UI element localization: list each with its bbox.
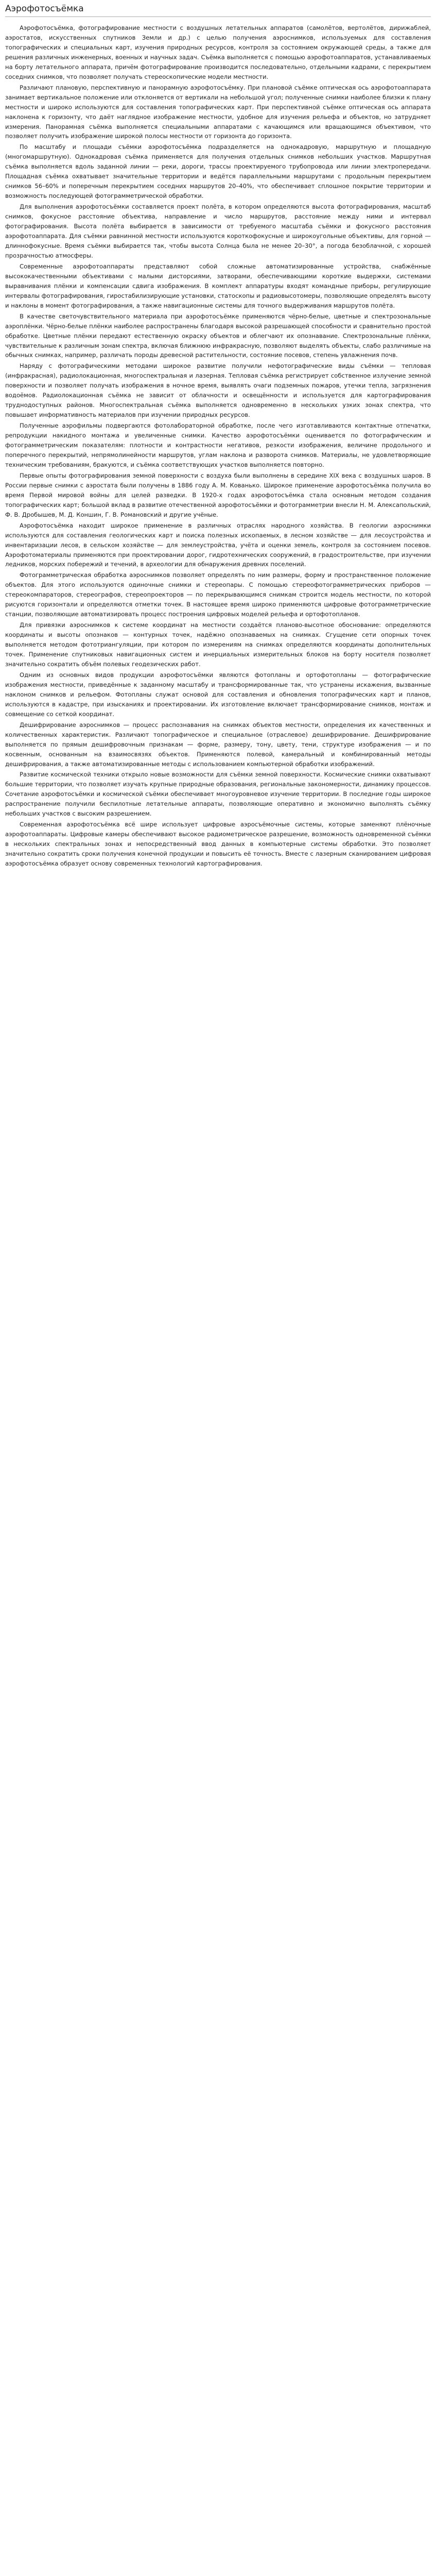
paragraph: Различают плановую, перспективную и панорамную аэрофотосъёмку. При плановой съёмке оптическая ось аэрофотоаппарата занимает вертикальное положение или отклоняется от вертикали на небольшой угол; полученные снимки наиболее близки к плану местности и широко используются для составления топографических карт. При перспективной съёмке оптическая ось аппарата наклонена к горизонту, что даёт наглядное изображение местности, удобное для изучения рельефа и объектов, но затрудняет измерения. Панорамная съёмка выполняется специальными аппаратами с качающимся или вращающимся объективом, что позволяет получить изображение широкой полосы местности от горизонта до горизонта. bbox=[5, 83, 431, 140]
article-body bbox=[5, 23, 431, 869]
paragraph: Современные аэрофотоаппараты представляют собой сложные автоматизированные устройства, снабжённые высококачественными объективами с малыми дисторсиями, затворами, обеспечивающими короткие выдержки, системами выравнивания плёнки и компенсации сдвига изображения. В комплект аппаратуры входят командные приборы, регулирующие интервалы фотографирования, гиростабилизирующие установки, статоскопы и радиовысотомеры, позволяющие определять высоту и наклоны в момент фотографирования, а также навигационные системы для точного выдерживания маршрутов полёта. bbox=[5, 262, 431, 309]
paragraph: Для выполнения аэрофотосъёмки составляется проект полёта, в котором определяются высота фотографирования, масштаб снимков, фокусное расстояние объектива, направление и число маршрутов, расстояние между ними и интервал фотографирования. Высота полёта выбирается в зависимости от требуемого масштаба съёмки и фокусного расстояния аэрофотоаппарата. Для съёмки равнинной местности используются короткофокусные и широкоугольные объективы, для горной — длиннофокусные. Время съёмки выбирается так, чтобы высота Солнца была не менее 20–30°, а погода безоблачной, с хорошей прозрачностью атмосферы. bbox=[5, 203, 431, 259]
paragraph: Первые опыты фотографирования земной поверхности с воздуха были выполнены в середине XIX века с воздушных шаров. В России первые снимки с аэростата были получены в 1886 году А. М. Кованько. Широкое применение аэрофотосъёмка получила во время Первой мировой войны для целей разведки. В 1920-х годах аэрофотосъёмка стала основным методом создания топографических карт; большой вклад в развитие отечественной аэрофотосъёмки и фотограмметрии внесли Н. М. Алексапольский, Ф. В. Дробышев, М. Д. Коншин, Г. В. Романовский и другие учёные. bbox=[5, 471, 431, 518]
paragraph: Аэрофотосъёмка находит широкое применение в различных отраслях народного хозяйства. В геологии аэроснимки используются для составления геологических карт и поиска полезных ископаемых, в лесном хозяйстве — для лесоустройства и инвентаризации лесов, в сельском хозяйстве — для землеустройства, учёта и оценки земель, контроля за состоянием посевов. Аэрофотоматериалы применяются при проектировании дорог, гидротехнических сооружений, в градостроительстве, при изучении ледников, морских побережий и течений, в археологии для обнаружения древних поселений. bbox=[5, 521, 431, 568]
paragraph: Развитие космической техники открыло новые возможности для съёмки земной поверхности. Космические снимки охватывают большие территории, что позволяет изучать крупные природные образования, региональные закономерности, динамику процессов. Сочетание аэрофотосъёмки и космической съёмки обеспечивает многоуровневое изучение территории. В последние годы широкое распространение получили беспилотные летательные аппараты, позволяющие оперативно и экономично выполнять съёмку небольших участков с высоким разрешением. bbox=[5, 771, 431, 818]
paragraph: Полученные аэрофильмы подвергаются фотолабораторной обработке, после чего изготавливаются контактные отпечатки, репродукции накидного монтажа и увеличенные снимки. Качество аэрофотосъёмки оценивается по фотографическим и фотограмметрическим показателям: плотности и контрастности негативов, резкости изображения, величине продольного и поперечного перекрытий, непрямолинейности маршрутов, углам наклона и разворота снимков. Материалы, не удовлетворяющие техническим требованиям, бракуются, и съёмка соответствующих участков выполняется повторно. bbox=[5, 422, 431, 468]
paragraph: Дешифрирование аэроснимков — процесс распознавания на снимках объектов местности, определения их качественных и количественных характеристик. Различают топографическое и специальное (отраслевое) дешифрирование. Дешифрирование выполняется по прямым дешифровочным признакам — форме, размеру, тону, цвету, тени, структуре изображения — и по косвенным, основанным на взаимосвязях объектов. Применяются полевой, камеральный и комбинированный методы дешифрирования, а также автоматизированные методы с использованием компьютерной обработки изображений. bbox=[5, 721, 431, 768]
paragraph: В качестве светочувствительного материала при аэрофотосъёмке применяются чёрно-белые, цветные и спектрозональные аэроплёнки. Чёрно-белые плёнки наиболее распространены благодаря высокой разрешающей способности и сравнительно простой обработке. Цветные плёнки передают естественную окраску объектов и облегчают их опознавание. Спектрозональные плёнки, чувствительные к различным зонам спектра, включая ближнюю инфракрасную, позволяют выделять объекты, слабо различимые на обычных снимках, например, различать породы древесной растительности, состояние посевов, степень увлажнения почв. bbox=[5, 312, 431, 359]
paragraph: Наряду с фотографическими методами широкое развитие получили нефотографические виды съёмки — тепловая (инфракрасная), радиолокационная, многоспектральная и лазерная. Тепловая съёмка регистрирует собственное излучение земной поверхности и позволяет получать изображения в ночное время, выявлять очаги подземных пожаров, утечки тепла, загрязнения водоёмов. Радиолокационная съёмка не зависит от облачности и освещённости и используется для картографирования труднодоступных районов. Многоспектральная съёмка выполняется одновременно в нескольких узких зонах спектра, что повышает информативность материалов при изучении природных ресурсов. bbox=[5, 362, 431, 419]
paragraph: По масштабу и площади съёмки аэрофотосъёмка подразделяется на однокадровую, маршрутную и площадную (многомаршрутную). Однокадровая съёмка применяется для получения отдельных снимков небольших участков. Маршрутная съёмка выполняется вдоль заданной линии — реки, дороги, трассы проектируемого трубопровода или линии электропередачи. Площадная съёмка охватывает значительные территории и ведётся параллельными маршрутами с продольным перекрытием снимков 56–60% и поперечным перекрытием соседних маршрутов 20–40%, что обеспечивает сплошное покрытие территории и возможность последующей фотограмметрической обработки. bbox=[5, 143, 431, 200]
paragraph: Фотограмметрическая обработка аэроснимков позволяет определять по ним размеры, форму и пространственное положение объектов. Для этого используются одиночные снимки и стереопары. С помощью стереофотограмметрических приборов — стереокомпараторов, стереографов, стереопроекторов — по перекрывающимся снимкам строится модель местности, по которой рисуются горизонтали и определяются отметки точек. В настоящее время широко применяются цифровые фотограмметрические станции, позволяющие автоматизировать процесс построения цифровых моделей рельефа и ортофотопланов. bbox=[5, 571, 431, 618]
article-title: Аэрофотосъёмка bbox=[5, 3, 431, 17]
paragraph: Аэрофотосъёмка, фотографирование местности с воздушных летательных аппаратов (самолётов, вертолётов, дирижаблей, аэростатов, искусственных спутников Земли и др.) с целью получения аэроснимков, используемых для составления топографических и специальных карт, изучения природных ресурсов, контроля за состоянием окружающей среды, а также для решения различных инженерных, военных и научных задач. Съёмка выполняется с помощью аэрофотоаппаратов, устанавливаемых на борту летательного аппарата, причём фотографирование производится последовательно, отдельными кадрами, с перекрытием соседних снимков, что позволяет получать стереоскопические модели местности. bbox=[5, 24, 431, 80]
paragraph: Современная аэрофотосъёмка всё шире использует цифровые аэросъёмочные системы, которые заменяют плёночные аэрофотоаппараты. Цифровые камеры обеспечивают высокое радиометрическое разрешение, возможность одновременной съёмки в нескольких спектральных зонах и непосредственный ввод данных в компьютерные системы обработки. Это позволяет значительно сократить сроки получения конечной продукции и повысить её точность. Вместе с лазерным сканированием цифровая аэрофотосъёмка образует основу современных технологий картографирования. bbox=[5, 821, 431, 868]
paragraph: Одним из основных видов продукции аэрофотосъёмки являются фотопланы и ортофотопланы — фотографические изображения местности, приведённые к заданному масштабу и трансформированные так, что устранены искажения, вызванные наклоном снимков и рельефом. Фотопланы служат основой для составления и обновления топографических карт и планов, используются в кадастре, при изысканиях и проектировании. Их изготовление включает трансформирование снимков, монтаж и совмещение со сеткой координат. bbox=[5, 671, 431, 718]
paragraph: Для привязки аэроснимков к системе координат на местности создаётся планово-высотное обоснование: определяются координаты и высоты опознаков — контурных точек, надёжно опознаваемых на снимках. Сгущение сети опорных точек выполняется методом фототриангуляции, при котором по измерениям на снимках определяются координаты дополнительных точек. Применение спутниковых навигационных систем и инерциальных измерительных блоков на борту носителя позволяет значительно сократить объём полевых геодезических работ. bbox=[5, 621, 431, 668]
